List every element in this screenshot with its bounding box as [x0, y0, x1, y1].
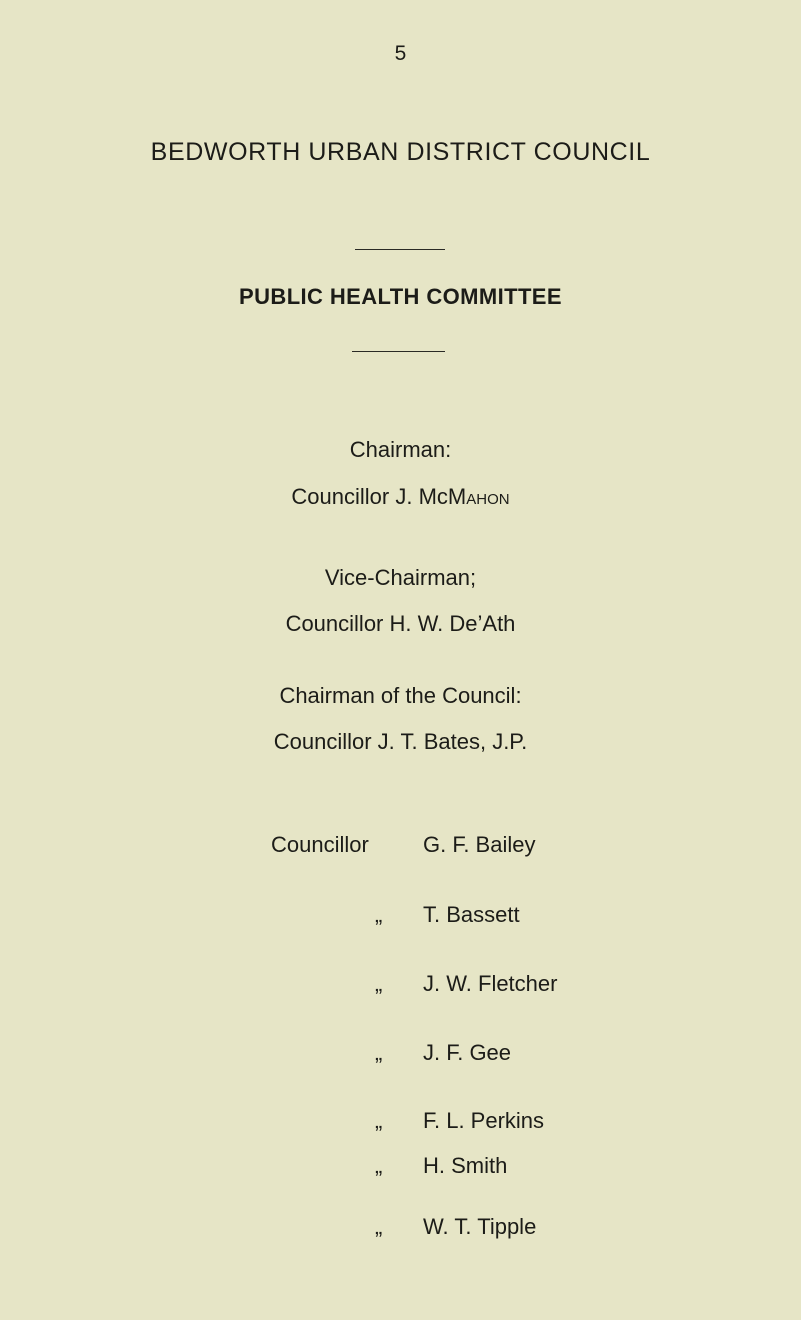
- ditto-mark: „: [375, 1108, 383, 1133]
- member-name: F. L. Perkins: [423, 1108, 545, 1133]
- member-name: J. W. Fletcher: [423, 971, 558, 996]
- vice-chairman-label: Vice-Chairman;: [324, 565, 477, 590]
- member-name: G. F. Bailey: [423, 832, 536, 857]
- vice-chairman-name: Councillor H. W. De’Ath: [285, 611, 516, 636]
- chairman-name-surname: Mahon: [447, 484, 510, 509]
- page-number: 5: [394, 42, 407, 65]
- divider-rule: [352, 351, 445, 352]
- chairman-name-prefix: Councillor J. Mc: [291, 484, 448, 509]
- chairman-label: Chairman:: [349, 437, 452, 462]
- ditto-mark: „: [375, 1214, 383, 1239]
- ditto-mark: „: [375, 1153, 383, 1178]
- member-prefix: Councillor: [271, 832, 369, 857]
- ditto-mark: „: [375, 1040, 383, 1065]
- member-name: H. Smith: [423, 1153, 508, 1178]
- member-name: T. Bassett: [423, 902, 520, 927]
- chairman-name: [0, 484, 801, 510]
- council-title: BEDWORTH URBAN DISTRICT COUNCIL: [150, 138, 651, 166]
- member-name: W. T. Tipple: [423, 1214, 537, 1239]
- member-name: J. F. Gee: [423, 1040, 512, 1065]
- ditto-mark: „: [375, 902, 383, 927]
- council-chairman-label: Chairman of the Council:: [279, 683, 522, 708]
- committee-title: PUBLIC HEALTH COMMITTEE: [239, 284, 562, 309]
- divider-rule: [355, 249, 445, 250]
- ditto-mark: „: [375, 971, 383, 996]
- council-chairman-name: Councillor J. T. Bates, J.P.: [273, 729, 528, 754]
